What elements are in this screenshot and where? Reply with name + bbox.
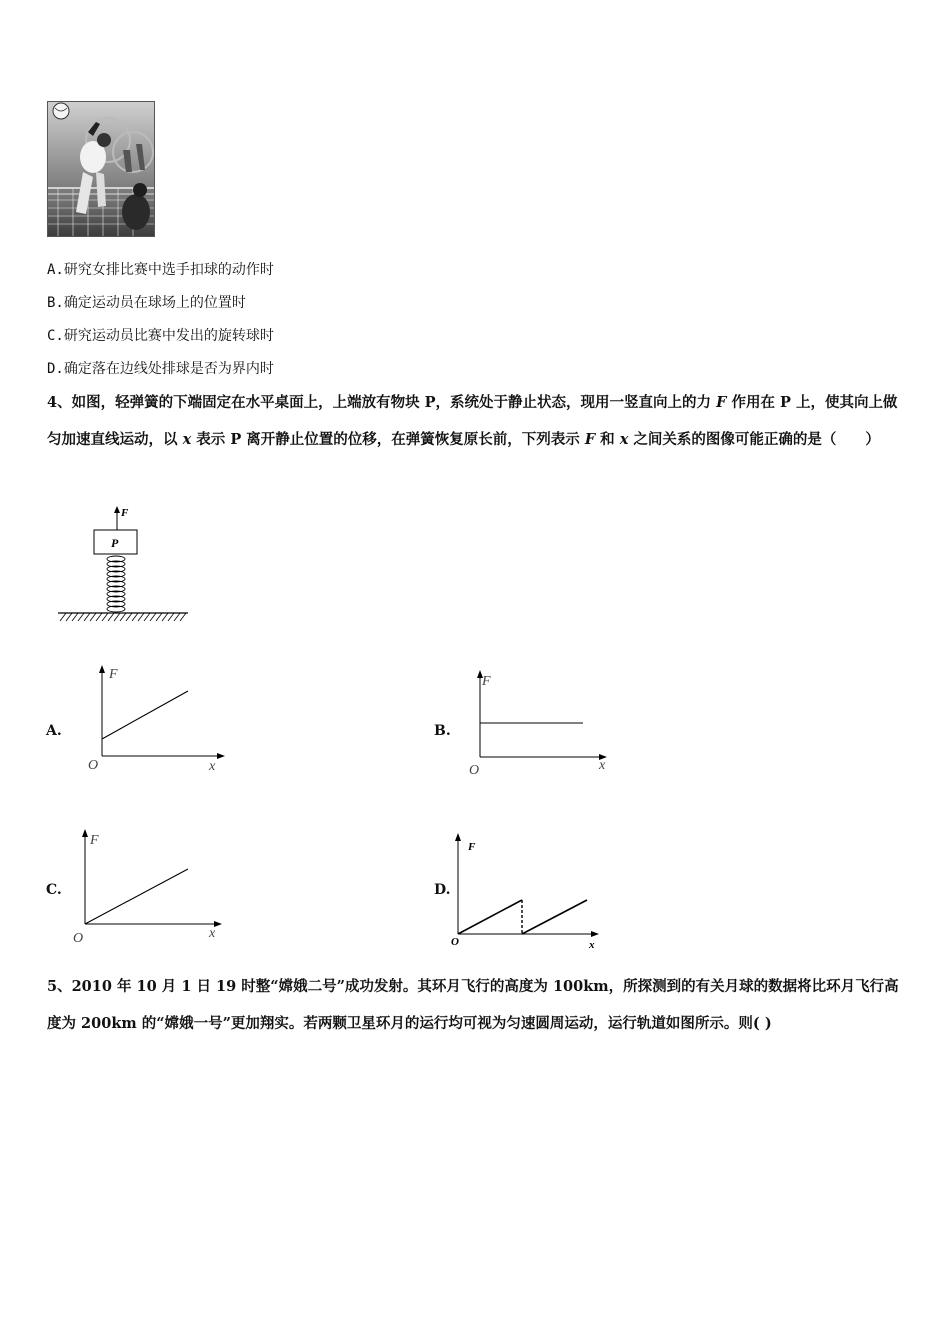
volleyball-spike-icon [48, 102, 154, 236]
block-label: P [111, 536, 119, 550]
y-axis-arrow-icon [455, 833, 461, 841]
x-axis-label: x [209, 926, 216, 941]
graph-b [462, 665, 622, 780]
graph-d-line-1 [458, 900, 522, 934]
origin-label: O [451, 936, 459, 948]
spring-block-figure [55, 502, 195, 627]
x-axis-label: x [599, 758, 606, 773]
force-arrow-icon [114, 506, 120, 513]
graph-d-line-2 [522, 900, 587, 934]
graph-a [85, 660, 235, 775]
y-axis-label: F [90, 833, 99, 848]
y-axis-label: F [109, 667, 118, 682]
graph-d [446, 828, 606, 953]
volleyball-photo [47, 101, 155, 237]
graph-a-line [102, 691, 188, 739]
y-axis-label: F [482, 674, 491, 689]
origin-label: O [469, 763, 480, 778]
option-b: B.确定运动员在球场上的位置时 [47, 295, 246, 311]
option-c: C.研究运动员比赛中发出的旋转球时 [47, 328, 274, 344]
spring-coil [107, 556, 125, 612]
origin-label: O [73, 931, 84, 946]
force-label: F [121, 507, 129, 519]
graph-b-label: B. [434, 723, 451, 739]
x-axis-arrow-icon [591, 931, 599, 937]
ground-hatch [60, 613, 186, 621]
x-axis-label: x [589, 939, 595, 951]
option-a: A.研究女排比赛中选手扣球的动作时 [47, 262, 274, 278]
option-d: D.确定落在边线处排球是否为界内时 [47, 361, 274, 377]
y-axis-arrow-icon [82, 829, 88, 837]
question-4-text: 4、如图，轻弹簧的下端固定在水平桌面上，上端放有物块 P，系统处于静止状态，现用一竖直向上的力 F 作用在 P 上，使其向上做匀加速直线运动，以 x 表示 P 离开静止位置的位移，在弹簧恢复原长前，下列表示 F 和 x 之间关系的图像可能正确的是（ ） [47, 394, 898, 448]
question-5-text: 5、2010 年 10 月 1 日 19 时整“嫦娥二号”成功发射。其环月飞行的高度为 100km，所探测到的有关月球的数据将比环月飞行高度为 200km 的“嫦娥一号”更加翔实。若两颗卫星环月的运行均可视为匀速圆周运动，运行轨道如图所示。则( ) [47, 978, 899, 1032]
x-axis-arrow-icon [217, 753, 225, 759]
graph-c-line [85, 869, 188, 924]
graph-a-label: A. [46, 723, 62, 739]
y-axis-arrow-icon [99, 665, 105, 673]
origin-label: O [88, 758, 99, 773]
graph-c-label: C. [46, 882, 62, 898]
graph-c [68, 822, 228, 947]
y-axis-label: F [468, 841, 476, 853]
graph-d-label: D. [434, 882, 451, 898]
x-axis-label: x [209, 759, 216, 774]
